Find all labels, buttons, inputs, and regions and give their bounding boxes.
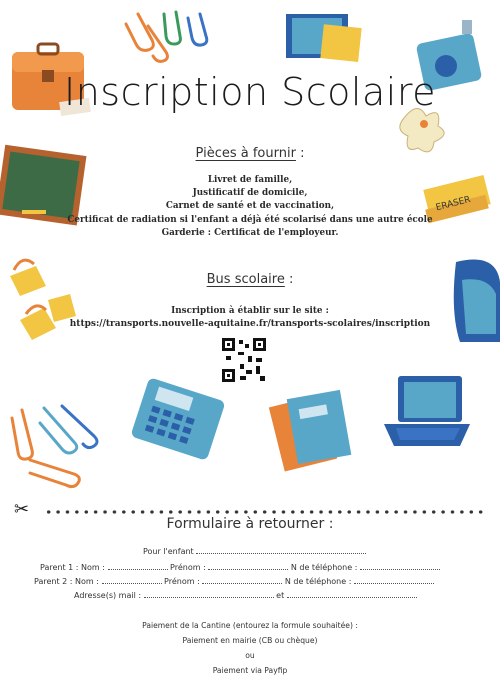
email-and-label: et [276, 591, 285, 600]
form-email-row [74, 589, 417, 600]
email-field-2[interactable] [287, 589, 417, 598]
pieces-heading [0, 146, 500, 161]
scissors-icon: ✂ [14, 499, 30, 520]
svg-text:ERASER: ERASER [434, 194, 472, 214]
piece-item: Justificatif de domicile, [192, 188, 308, 199]
pieces-heading-text: Pièces à fournir [195, 146, 296, 161]
parent1-tel-field[interactable] [360, 561, 440, 570]
pieces-list [0, 174, 500, 240]
bus-url-link[interactable]: https://transports.nouvelle-aquitaine.fr/transports-scolaires/inscription [69, 319, 431, 329]
bus-heading-colon: : [288, 272, 294, 287]
piece-item: Certificat de radiation si l'enfant a déjà été scolarisé dans une autre école [67, 214, 433, 225]
pieces-heading-colon: : [300, 146, 305, 161]
piece-item: Livret de famille, [207, 175, 293, 185]
email-field-1[interactable] [144, 589, 274, 598]
child-name-field[interactable] [196, 545, 366, 554]
parent1-prenom-field[interactable] [208, 561, 288, 570]
bus-instruction: Inscription à établir sur le site : [171, 306, 329, 316]
email-label: Adresse(s) mail : [74, 591, 142, 600]
notebooks-icon [269, 390, 352, 472]
payment-instruction: Paiement de la Cantine (entourez la formule souhaitée) : [142, 621, 358, 630]
parent1-tel-label: N de téléphone : [290, 563, 358, 572]
form-parent2-row [34, 575, 434, 586]
payment-or: ou [245, 651, 255, 660]
payment-option-payfip[interactable]: Paiement via Payfip [212, 666, 288, 675]
parent2-prenom-label: Prénom : [164, 577, 200, 586]
form-child-row [143, 545, 366, 556]
parent1-prenom-label: Prénom : [170, 563, 206, 572]
piece-item: Carnet de santé et de vaccination, [165, 201, 335, 212]
payment-option-mairie[interactable]: Paiement en mairie (CB ou chèque) [182, 636, 318, 645]
form-parent1-row [40, 561, 440, 572]
qr-code-icon [222, 338, 266, 382]
paperclips-lower-icon [12, 406, 97, 487]
dotted-separator [44, 510, 484, 514]
calculator-icon [130, 377, 225, 461]
parent2-prenom-field[interactable] [202, 575, 282, 584]
parent2-tel-field[interactable] [354, 575, 434, 584]
parent2-tel-label: N de téléphone : [284, 577, 352, 586]
parent2-nom-field[interactable] [102, 575, 162, 584]
parent1-nom-label: Nom : [81, 563, 105, 572]
form-title: Formulaire à retourner : [166, 516, 334, 532]
parent1-nom-field[interactable] [108, 561, 168, 570]
parent1-label: Parent 1 : [40, 563, 79, 572]
paperclips-icon [126, 12, 207, 61]
piece-item: Garderie : Certificat de l'employeur. [161, 227, 339, 238]
bus-heading [0, 272, 500, 287]
laptop-icon [384, 376, 470, 446]
parent2-nom-label: Nom : [75, 577, 99, 586]
page-title: Inscription Scolaire [64, 70, 436, 114]
bus-heading-text: Bus scolaire [206, 272, 285, 287]
child-label: Pour l'enfant [143, 547, 194, 556]
books-icon [286, 14, 362, 62]
parent2-label: Parent 2 : [34, 577, 73, 586]
